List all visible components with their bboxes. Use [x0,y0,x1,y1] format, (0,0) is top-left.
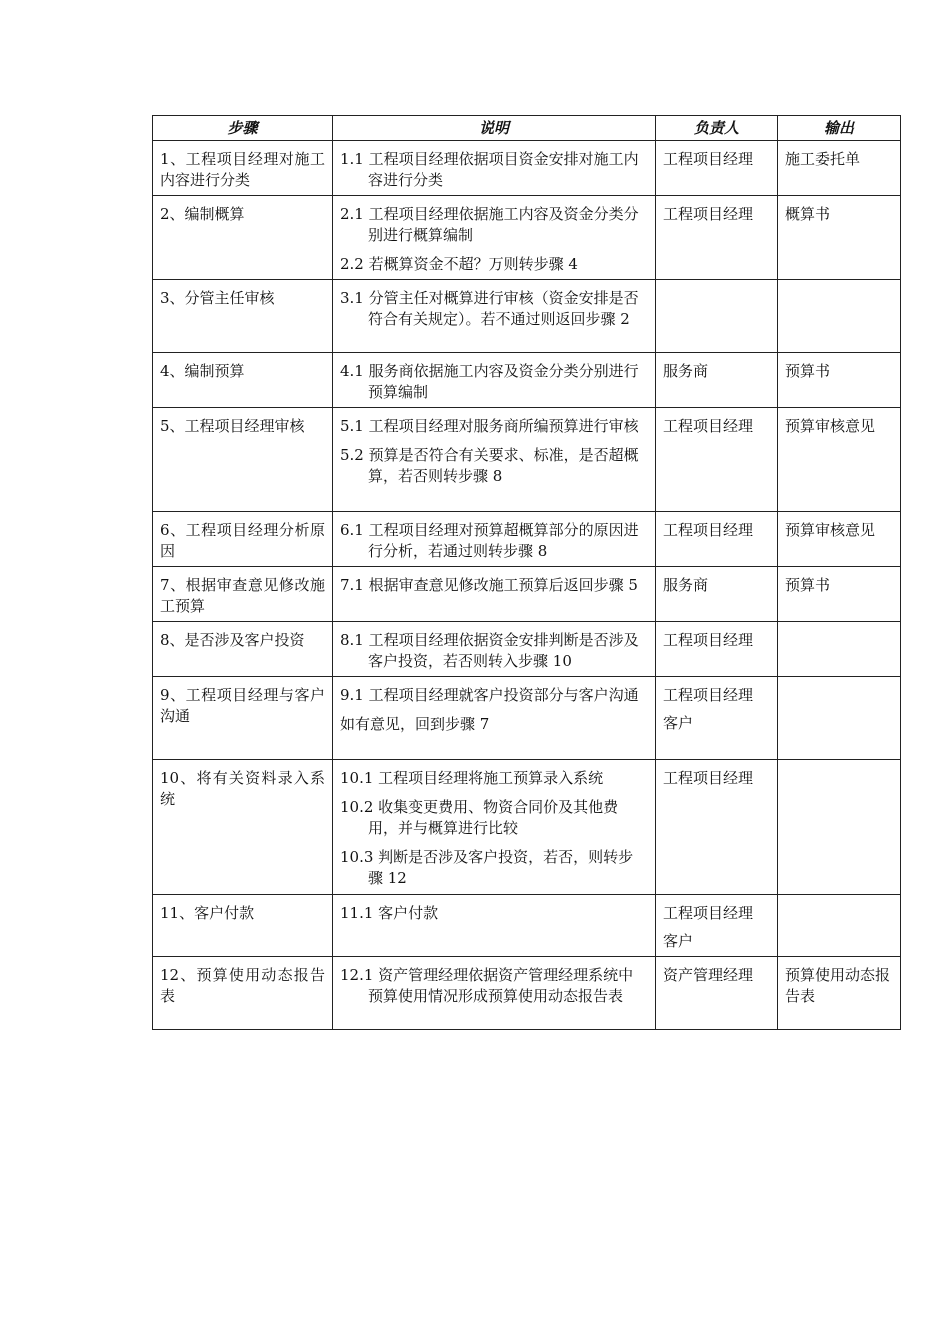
owner-cell [656,141,778,196]
description-item: 6.1 工程项目经理对预算超概算部分的原因进行分析，若通过则转步骤 8 [340,521,639,560]
step-cell: 6、工程项目经理分析原因 [153,512,333,567]
description-item: 10.1 工程项目经理将施工预算录入系统 [340,769,604,787]
owner-item: 工程项目经理 [663,417,754,435]
step-cell: 11、客户付款 [153,895,333,957]
table-row [153,512,901,567]
owner-item: 工程项目经理 [663,631,754,649]
step-cell: 5、工程项目经理审核 [153,408,333,512]
output-cell [778,280,901,353]
table-row [153,408,901,512]
header-output: 输出 [778,116,901,141]
procedure-table-container [152,115,900,1030]
owner-item: 工程项目经理 [663,686,754,704]
step-cell: 3、分管主任审核 [153,280,333,353]
step-cell: 12、预算使用动态报告表 [153,957,333,1030]
table-body [153,141,901,1030]
table-row [153,622,901,677]
description-cell [333,677,656,760]
description-item: 1.1 工程项目经理依据项目资金安排对施工内容进行分类 [340,150,639,189]
output-cell: 预算书 [778,353,901,408]
description-cell [333,141,656,196]
description-item: 3.1 分管主任对概算进行审核（资金安排是否符合有关规定）。若不通过则返回步骤 2 [340,289,639,328]
owner-cell [656,567,778,622]
description-item: 12.1 资产管理经理依据资产管理经理系统中预算使用情况形成预算使用动态报告表 [340,966,634,1005]
step-cell: 1、工程项目经理对施工内容进行分类 [153,141,333,196]
owner-item: 客户 [663,932,694,950]
owner-cell [656,677,778,760]
table-row [153,677,901,760]
step-cell: 8、是否涉及客户投资 [153,622,333,677]
description-cell [333,196,656,280]
output-cell [778,760,901,895]
owner-cell [656,280,778,353]
output-cell: 预算书 [778,567,901,622]
description-item: 8.1 工程项目经理依据资金安排判断是否涉及客户投资，若否则转入步骤 10 [340,631,639,670]
description-item: 4.1 服务商依据施工内容及资金分类分别进行预算编制 [340,362,639,401]
table-row [153,196,901,280]
output-cell: 预算审核意见 [778,512,901,567]
table-row [153,760,901,895]
owner-item: 工程项目经理 [663,150,754,168]
owner-cell [656,512,778,567]
step-cell: 4、编制预算 [153,353,333,408]
description-item: 如有意见，回到步骤 7 [340,715,490,733]
table-row [153,280,901,353]
header-owner: 负责人 [656,116,778,141]
owner-cell [656,196,778,280]
step-cell: 7、根据审查意见修改施工预算 [153,567,333,622]
owner-cell [656,957,778,1030]
description-cell [333,760,656,895]
table-row [153,141,901,196]
owner-cell [656,408,778,512]
owner-item: 工程项目经理 [663,769,754,787]
description-item: 2.1 工程项目经理依据施工内容及资金分类分别进行概算编制 [340,205,639,244]
owner-item: 服务商 [663,362,709,380]
procedure-table [152,115,901,1030]
description-item: 7.1 根据审查意见修改施工预算后返回步骤 5 [340,576,638,594]
description-item: 10.2 收集变更费用、物资合同价及其他费用，并与概算进行比较 [340,798,619,837]
description-cell [333,567,656,622]
description-cell [333,512,656,567]
table-row [153,895,901,957]
output-cell [778,622,901,677]
step-cell: 2、编制概算 [153,196,333,280]
description-item: 9.1 工程项目经理就客户投资部分与客户沟通 [340,686,639,704]
description-cell [333,408,656,512]
description-item: 10.3 判断是否涉及客户投资，若否，则转步骤 12 [340,848,634,887]
output-cell: 预算使用动态报告表 [778,957,901,1030]
owner-item: 工程项目经理 [663,904,754,922]
description-item: 5.1 工程项目经理对服务商所编预算进行审核 [340,417,639,435]
description-cell [333,280,656,353]
header-step: 步骤 [153,116,333,141]
output-cell: 预算审核意见 [778,408,901,512]
header-description: 说明 [333,116,656,141]
table-header-row [153,116,901,141]
owner-item: 服务商 [663,576,709,594]
output-cell [778,677,901,760]
owner-item: 客户 [663,714,694,732]
step-cell: 10、将有关资料录入系统 [153,760,333,895]
description-cell [333,957,656,1030]
output-cell [778,895,901,957]
owner-item: 资产管理经理 [663,966,754,984]
owner-item: 工程项目经理 [663,205,754,223]
owner-cell [656,895,778,957]
description-item: 5.2 预算是否符合有关要求、标准，是否超概算，若否则转步骤 8 [340,446,639,485]
table-row [153,957,901,1030]
output-cell: 概算书 [778,196,901,280]
step-cell: 9、工程项目经理与客户沟通 [153,677,333,760]
description-item: 11.1 客户付款 [340,904,439,922]
description-cell [333,353,656,408]
owner-item: 工程项目经理 [663,521,754,539]
description-cell [333,622,656,677]
description-cell [333,895,656,957]
owner-cell [656,622,778,677]
output-cell: 施工委托单 [778,141,901,196]
owner-cell [656,760,778,895]
owner-cell [656,353,778,408]
description-item: 2.2 若概算资金不超？万则转步骤 4 [340,255,578,273]
table-row [153,353,901,408]
table-row [153,567,901,622]
